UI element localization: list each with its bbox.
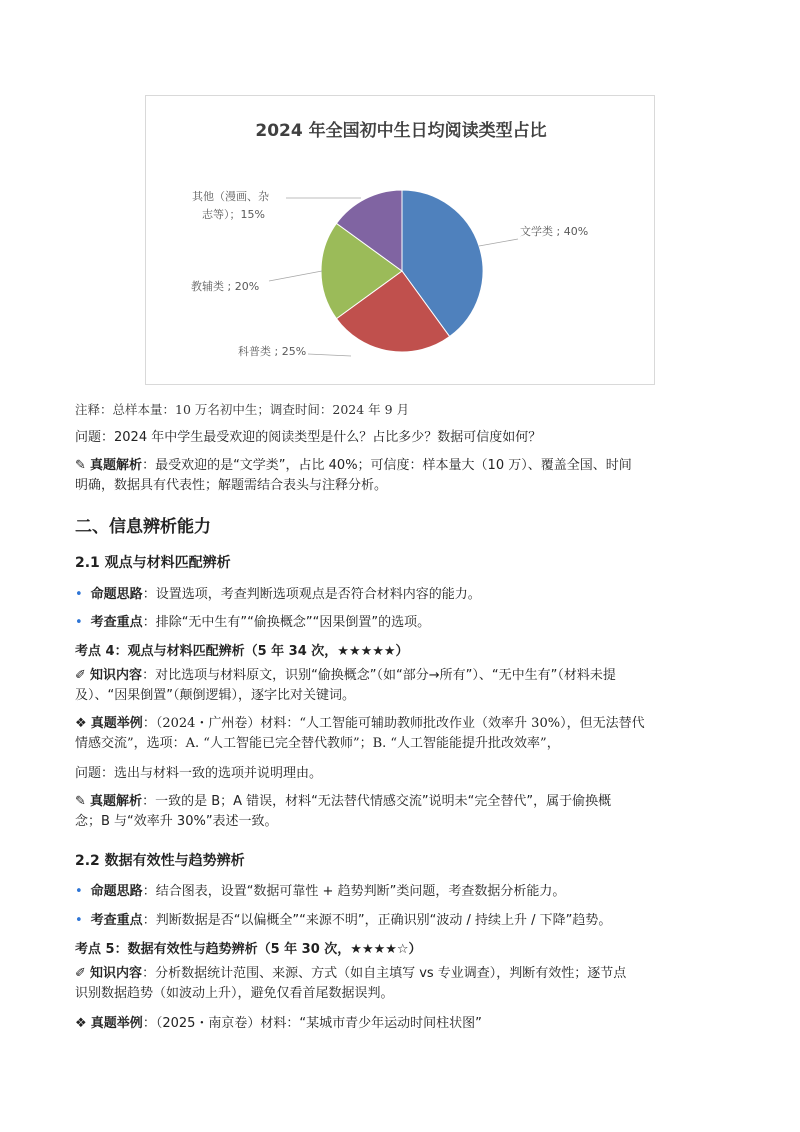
s22-example xyxy=(75,1014,735,1034)
bullet-label: 命题思路 xyxy=(90,587,143,602)
kaodian-4: 考点 4：观点与材料匹配辨析（5 年 34 次，★★★★★） xyxy=(75,644,409,659)
diamond-icon: ❖ xyxy=(75,1016,87,1031)
leader-line-wenxue xyxy=(479,239,518,246)
bullet-text: ：设置选项，考查判断选项观点是否符合材料内容的能力。 xyxy=(142,587,481,602)
s22-knowledge xyxy=(75,964,735,1004)
s21-analysis xyxy=(75,792,735,832)
chart-note: 注释：总样本量：10 万名初中生；调查时间：2024 年 9 月 xyxy=(75,402,410,417)
knowledge-text-1: ：分析数据统计范围、来源、方式（如自主填写 vs 专业调查），判断有效性；逐节点 xyxy=(142,966,627,981)
subsection-2-1-title: 2.1 观点与材料匹配辨析 xyxy=(75,555,231,571)
chart-title: 2024 年全国初中生日均阅读类型占比 xyxy=(255,121,547,141)
bullet-label: 命题思路 xyxy=(90,884,143,899)
slice-label-jiaofu: 教辅类 ; 20% xyxy=(191,280,260,293)
leader-line-kepu xyxy=(308,354,351,356)
bullet-dot-icon: • xyxy=(75,587,83,602)
bullet-text: ：判断数据是否“以偏概全”“来源不明”，正确识别“波动 / 持续上升 / 下降”趋势。 xyxy=(142,913,612,928)
kaodian-5: 考点 5：数据有效性与趋势辨析（5 年 30 次，★★★★☆） xyxy=(75,942,422,957)
slice-label-qita-1: 其他（漫画、杂 xyxy=(192,190,269,203)
example-text-1: ：（2024・广州卷）材料：“人工智能可辅助教师批改作业（效率升 30%），但无法替代 xyxy=(142,716,645,731)
s22-bullet-2 xyxy=(75,909,611,928)
example-label: 真题举例 xyxy=(90,716,143,731)
s21-example xyxy=(75,714,735,754)
knowledge-text-2: 及）、“因果倒置”（颠倒逻辑），逐字比对关键词。 xyxy=(75,688,355,703)
pen-icon: ✐ xyxy=(75,966,86,981)
analysis-label: 真题解析 xyxy=(90,794,143,809)
question-1: 问题：2024 年中学生最受欢迎的阅读类型是什么？占比多少？数据可信度如何？ xyxy=(75,430,542,445)
slice-label-kepu: 科普类 ; 25% xyxy=(238,345,307,358)
pencil-icon: ✎ xyxy=(75,794,86,809)
diamond-icon: ❖ xyxy=(75,716,87,731)
bullet-label: 考查重点 xyxy=(90,615,143,630)
bullet-dot-icon: • xyxy=(75,884,83,899)
pen-icon: ✐ xyxy=(75,668,86,683)
slice-label-wenxue: 文学类 ; 40% xyxy=(520,225,589,238)
leader-line-jiaofu xyxy=(269,271,322,281)
slice-label-qita-2: 志等）；15% xyxy=(202,208,265,221)
subsection-2-2-title: 2.2 数据有效性与趋势辨析 xyxy=(75,853,245,869)
s21-bullet-1 xyxy=(75,583,481,602)
analysis-1 xyxy=(75,456,735,496)
example-text: ：（2025・南京卷）材料：“某城市青少年运动时间柱状图” xyxy=(142,1016,482,1031)
knowledge-text-2: 识别数据趋势（如波动上升），避免仅看首尾数据误判。 xyxy=(75,986,394,1001)
analysis-label: 真题解析 xyxy=(90,458,143,473)
bullet-dot-icon: • xyxy=(75,615,83,630)
example-label: 真题举例 xyxy=(90,1016,143,1031)
s21-bullet-2 xyxy=(75,611,430,630)
analysis-text-1: ：一致的是 B；A 错误，材料“无法替代情感交流”说明未“完全替代”，属于偷换概 xyxy=(142,794,612,809)
analysis-text-2: 念；B 与“效率升 30%”表述一致。 xyxy=(75,814,278,829)
bullet-text: ：结合图表，设置“数据可靠性 + 趋势判断”类问题，考查数据分析能力。 xyxy=(142,884,566,899)
s21-question: 问题：选出与材料一致的选项并说明理由。 xyxy=(75,766,323,781)
bullet-dot-icon: • xyxy=(75,913,83,928)
section-heading: 二、信息辨析能力 xyxy=(75,517,211,537)
knowledge-text-1: ：对比选项与材料原文，识别“偷换概念”（如“部分→所有”）、“无中生有”（材料未提 xyxy=(142,668,616,683)
bullet-text: ：排除“无中生有”“偷换概念”“因果倒置”的选项。 xyxy=(142,615,431,630)
analysis-text-2: 明确，数据具有代表性；解题需结合表头与注释分析。 xyxy=(75,478,388,493)
bullet-label: 考查重点 xyxy=(90,913,143,928)
pie-chart xyxy=(146,96,656,386)
pencil-icon: ✎ xyxy=(75,458,86,473)
analysis-text-1: ：最受欢迎的是“文学类”，占比 40%；可信度：样本量大（10 万）、覆盖全国、时间 xyxy=(142,458,632,473)
s22-bullet-1 xyxy=(75,880,565,899)
example-text-2: 情感交流”，选项：A. “人工智能已完全替代教师”；B. “人工智能能提升批改效率”， xyxy=(75,736,560,751)
s21-knowledge xyxy=(75,666,735,706)
pie-chart-frame xyxy=(145,95,655,385)
knowledge-label: 知识内容 xyxy=(90,966,143,981)
knowledge-label: 知识内容 xyxy=(90,668,143,683)
